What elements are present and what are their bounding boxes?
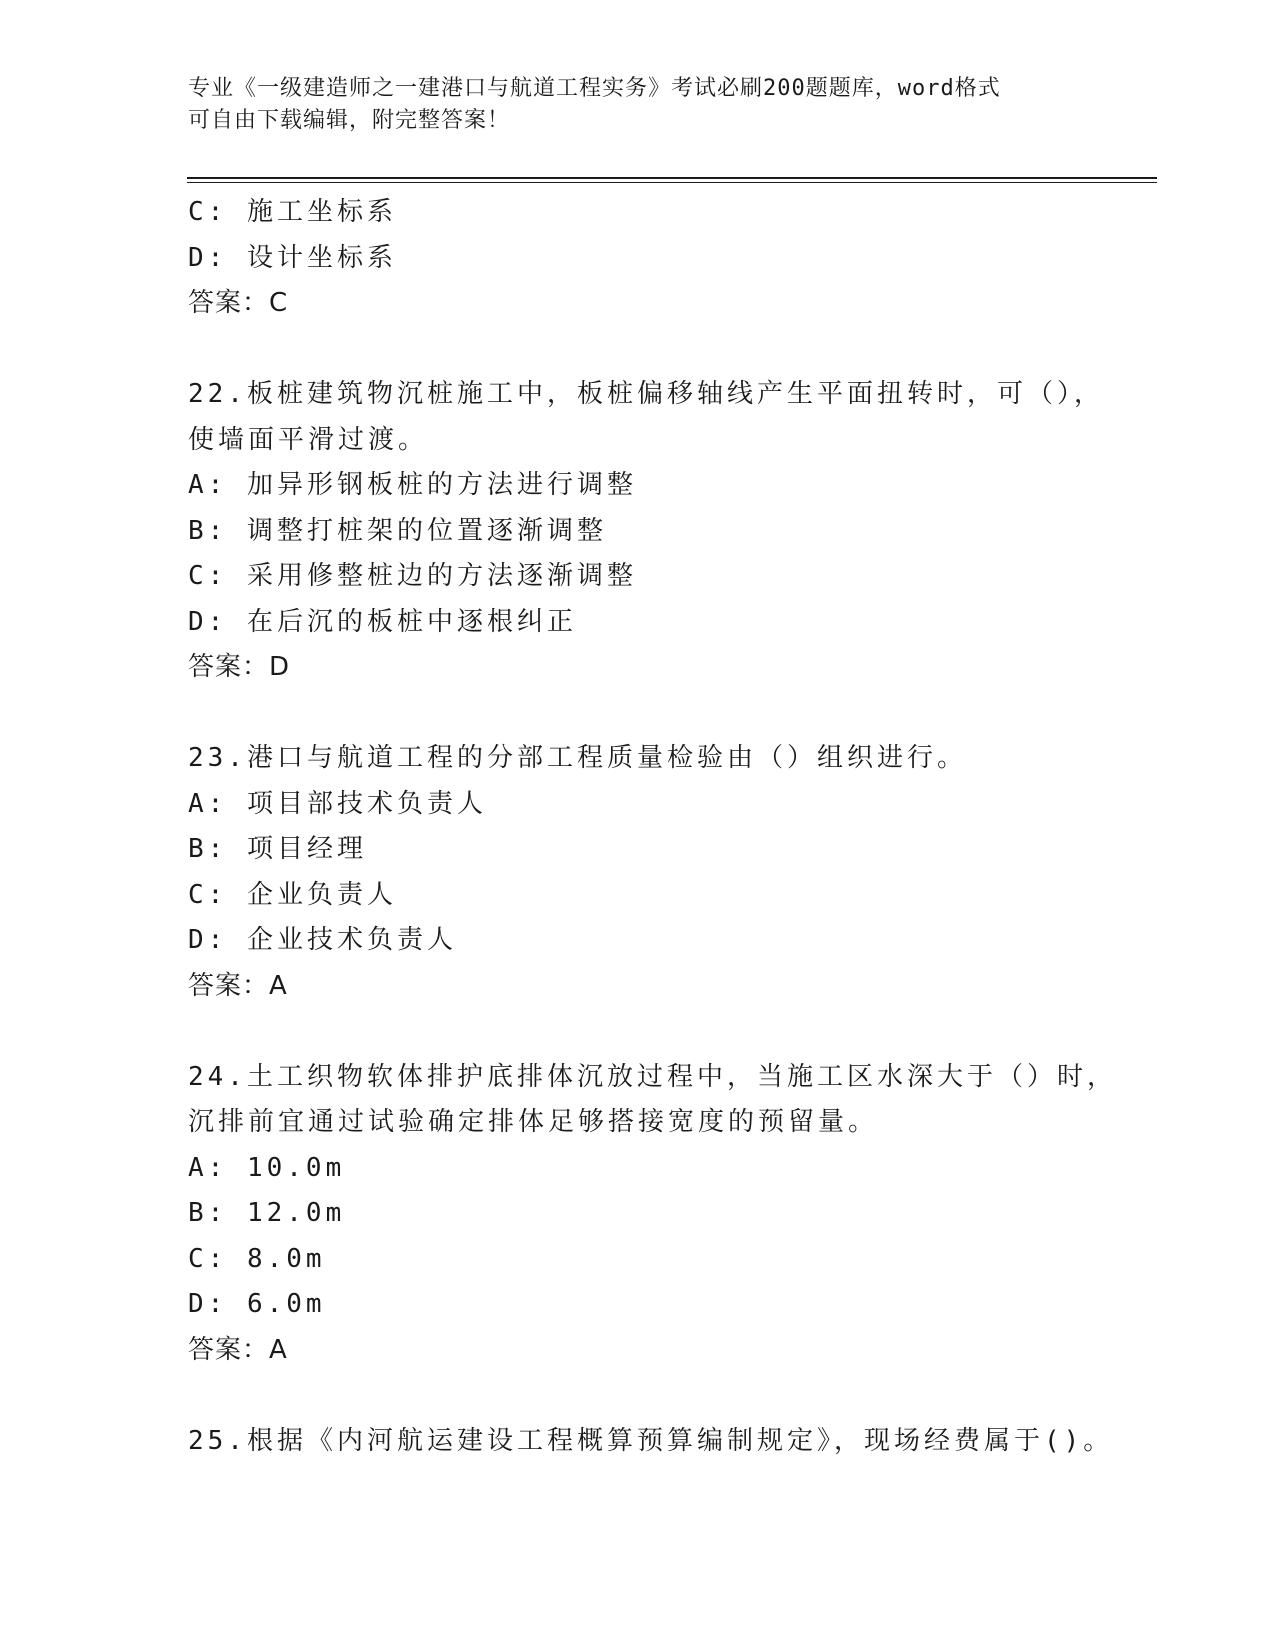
header-title-line-1: 专业《一级建造师之一建港口与航道工程实务》考试必刷200题题库，word格式 [188,76,1001,101]
question-25-block [188,1419,1114,1465]
q22-answer: 答案：D [188,652,291,682]
q22-option-c: C: 采用修整桩边的方法逐渐调整 [188,561,637,591]
q21-option-c: C: 施工坐标系 [188,197,397,227]
q24-stem-line-1: 24.土工织物软体排护底排体沉放过程中，当施工区水深大于（）时， [188,1061,1117,1092]
spacer [188,1373,1088,1419]
q22-stem-line-2: 使墙面平滑过渡。 [188,424,429,455]
header-divider-thin [187,182,1157,183]
q24-answer: 答案：A [188,1334,288,1365]
question-22-block [188,372,1104,691]
header-divider-thick [187,177,1157,179]
question-23-block [188,736,1088,1009]
q24-option-a: A: 10.0m [188,1152,346,1183]
header-title-line-2: 可自由下载编辑，附完整答案！ [188,108,511,133]
q23-option-b: B: 项目经理 [188,834,367,864]
q24-option-b: B: 12.0m [188,1198,346,1228]
document-header [188,73,1088,137]
spacer [188,327,1088,373]
q21-option-d: D: 设计坐标系 [188,242,397,273]
q23-option-d: D: 企业技术负责人 [188,925,457,955]
q23-option-c: C: 企业负责人 [188,879,397,910]
q22-option-d: D: 在后沉的板桩中逐根纠正 [188,606,577,637]
q22-option-a: A: 加异形钢板桩的方法进行调整 [188,470,637,500]
q24-stem-line-2: 沉排前宜通过试验确定排体足够搭接宽度的预留量。 [188,1107,879,1137]
q24-option-d: D: 6.0m [188,1289,326,1319]
question-list [188,190,1117,1464]
q21-answer: 答案：C [188,288,289,318]
question-24-block [188,1055,1117,1374]
q23-answer: 答案：A [188,970,288,1001]
question-21-block [188,190,1088,327]
q23-option-a: A: 项目部技术负责人 [188,788,487,819]
q24-option-c: C: 8.0m [188,1243,326,1274]
spacer [188,691,1088,737]
q25-stem-line-1: 25.根据《内河航运建设工程概算预算编制规定》，现场经费属于()。 [188,1425,1114,1456]
q22-stem-line-1: 22.板桩建筑物沉桩施工中，板桩偏移轴线产生平面扭转时，可（）， [188,379,1104,409]
q23-stem-line-1: 23.港口与航道工程的分部工程质量检验由（）组织进行。 [188,743,967,773]
spacer [188,1009,1088,1055]
q22-option-b: B: 调整打桩架的位置逐渐调整 [188,515,607,546]
